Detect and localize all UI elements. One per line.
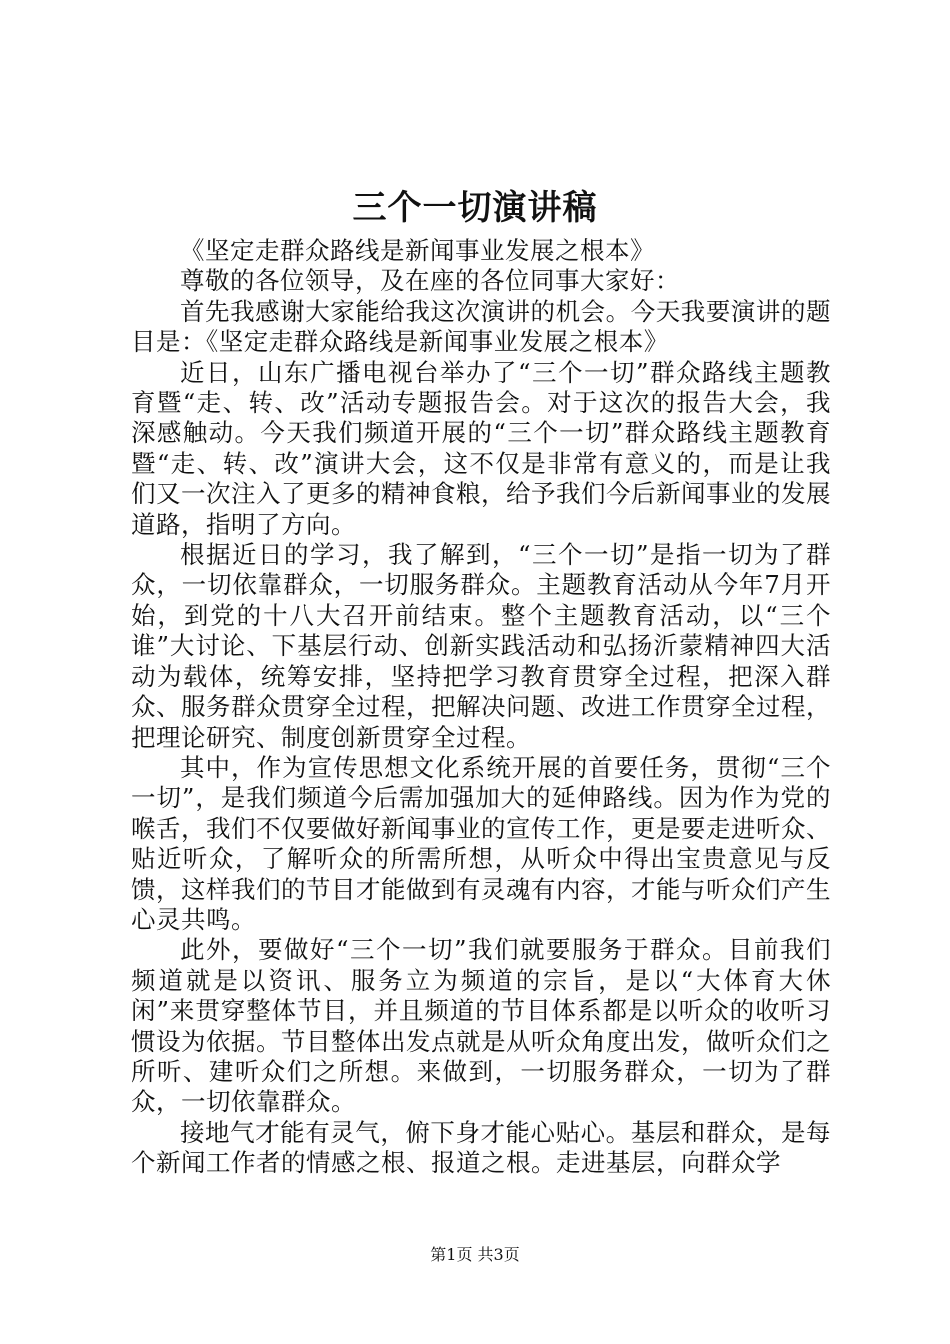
greeting-paragraph: 尊敬的各位领导，及在座的各位同事大家好： [180,266,680,296]
body-paragraph: 接地气才能有灵气，俯下身才能心贴心。基层和群众，是每个新闻工作者的情感之根、报道之根。走进基层，向群众学 [131,1117,831,1178]
document-body [131,236,831,1179]
body-paragraph: 近日，山东广播电视台举办了“三个一切”群众路线主题教育暨“走、转、改”活动专题报告会。对于这次的报告大会，我深感触动。今天我们频道开展的“三个一切”群众路线主题教育暨“走、转、改”演讲大会，这不仅是非常有意义的，而是让我们又一次注入了更多的精神食粮，给予我们今后新闻事业的发展道路，指明了方向。 [131,357,831,539]
body-paragraph: 其中，作为宣传思想文化系统开展的首要任务，贯彻“三个一切”，是我们频道今后需加强加大的延伸路线。因为作为党的喉舌，我们不仅要做好新闻事业的宣传工作，更是要走进听众、贴近听众，了解听众的所需所想，从听众中得出宝贵意见与反馈，这样我们的节目才能做到有灵魂有内容，才能与听众们产生心灵共鸣。 [131,752,831,934]
body-paragraph: 此外，要做好“三个一切”我们就要服务于群众。目前我们频道就是以资讯、服务立为频道的宗旨，是以“大体育大休闲”来贯穿整体节目，并且频道的节目体系都是以听众的收听习惯设为依据。节目整体出发点就是从听众角度出发，做听众们之所听、建听众们之所想。来做到，一切服务群众，一切为了群众，一切依靠群众。 [131,935,831,1117]
body-paragraph: 首先我感谢大家能给我这次演讲的机会。今天我要演讲的题目是：《坚定走群众路线是新闻事业发展之根本》 [131,296,831,357]
document-title: 三个一切演讲稿 [352,188,598,228]
speech-subtitle: 《坚定走群众路线是新闻事业发展之根本》 [180,236,655,265]
body-paragraph: 根据近日的学习，我了解到，“三个一切”是指一切为了群众，一切依靠群众，一切服务群众。主题教育活动从今年7月开始，到党的十八大召开前结束。整个主题教育活动，以“三个谁”大讨论、下基层行动、创新实践活动和弘扬沂蒙精神四大活动为载体，统筹安排，坚持把学习教育贯穿全过程，把深入群众、服务群众贯穿全过程，把解决问题、改进工作贯穿全过程，把理论研究、制度创新贯穿全过程。 [131,540,831,752]
page-number-footer: 第1页 共3页 [430,1245,520,1264]
